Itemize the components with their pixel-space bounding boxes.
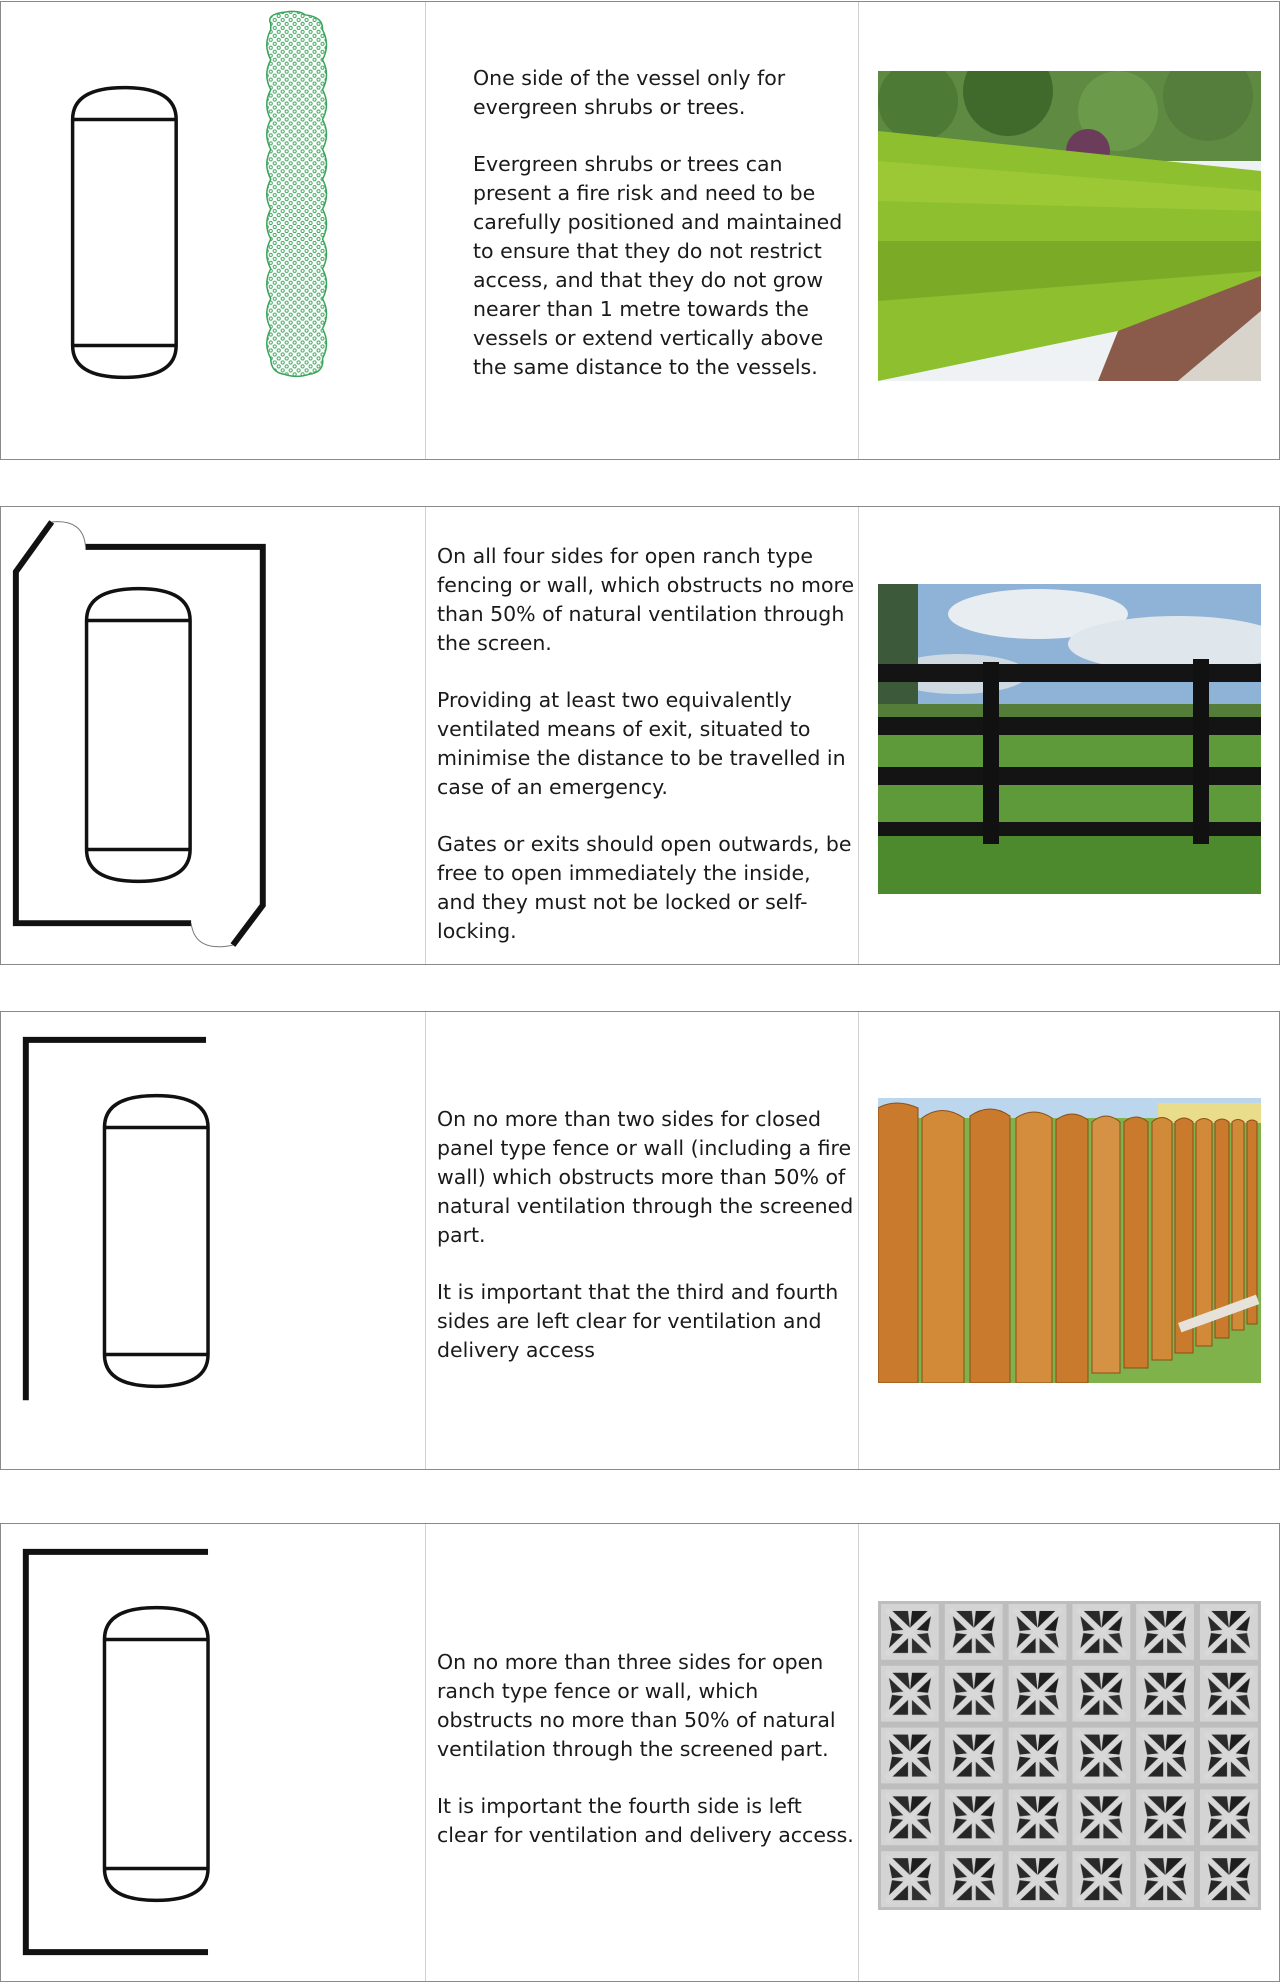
- vessel-diagram: [1, 507, 426, 964]
- hedge-icon: [267, 11, 327, 376]
- column-divider: [858, 1012, 859, 1469]
- vessel-icon: [104, 1608, 208, 1901]
- column-divider: [858, 507, 859, 964]
- vessel-icon: [87, 589, 191, 882]
- wooden-fence-photo: [878, 1098, 1261, 1383]
- panel-text: [473, 64, 843, 410]
- panel-paragraph: Providing at least two equivalently ventilated means of exit, situated to minimise the distance to be travelled in case of an emergency.: [437, 688, 846, 799]
- panel-paragraph: Evergreen shrubs or trees can present a fire risk and need to be carefully positioned and maintained to ensure that they do not restrict access, and that they do not grow nearer than 1 metre towards the vessels or extend vertically above the same distance to the vessels.: [473, 152, 843, 379]
- vessel-icon: [73, 88, 177, 378]
- panel-paragraph: On no more than two sides for closed panel type fence or wall (including a fire wall) which obstructs more than 50% of natural ventilation through the screened part.: [437, 1107, 854, 1247]
- panel-closed-panel: [0, 1011, 1280, 1470]
- panel-paragraph: Gates or exits should open outwards, be free to open immediately the inside, and they must not be locked or self-locking.: [437, 832, 852, 943]
- panel-paragraph: On all four sides for open ranch type fencing or wall, which obstructs no more than 50% of natural ventilation through the screen.: [437, 544, 855, 655]
- panel-text: [437, 1105, 855, 1393]
- panel-ranch-four-sides: [0, 506, 1280, 965]
- panel-paragraph: One side of the vessel only for evergreen shrubs or trees.: [473, 66, 786, 119]
- panel-paragraph: It is important that the third and fourth sides are left clear for ventilation and delivery access: [437, 1280, 839, 1362]
- ranch-fence-photo: [878, 584, 1261, 894]
- panel-hedge: [0, 1, 1280, 460]
- vessel-diagram: [1, 1012, 426, 1469]
- vessel-diagram: [1, 2, 426, 459]
- panel-paragraph: On no more than three sides for open ranch type fence or wall, which obstructs no more than 50% of natural ventilation through the screened part.: [437, 1650, 836, 1761]
- hedge-photo: [878, 71, 1261, 381]
- column-divider: [858, 1524, 859, 1981]
- vessel-icon: [104, 1096, 208, 1387]
- panel-text: [437, 1648, 855, 1878]
- panel-text: [437, 542, 855, 974]
- vessel-diagram: [1, 1524, 426, 1981]
- breeze-block-photo: [878, 1601, 1261, 1910]
- panel-paragraph: It is important the fourth side is left clear for ventilation and delivery access.: [437, 1794, 854, 1847]
- panel-open-three-sides: [0, 1523, 1280, 1982]
- column-divider: [858, 2, 859, 459]
